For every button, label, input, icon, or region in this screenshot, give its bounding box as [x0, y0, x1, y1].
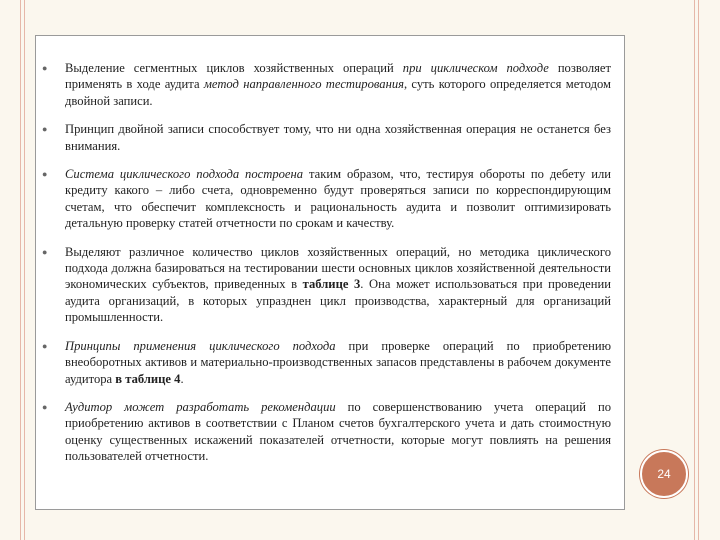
list-item — [36, 338, 611, 387]
text-run-italic: Принципы применения циклического подхода — [65, 338, 336, 353]
bullet-icon: ● — [42, 169, 48, 180]
text-run-italic: при циклическом подходе — [402, 61, 549, 75]
right-decor-line-outer — [698, 0, 699, 540]
text-run-italic: Система циклического подхода построена — [65, 167, 304, 182]
text-run: Принцип двойной записи способствует тому, что ни одна хозяйственная операция не останется без внимания. — [65, 122, 611, 153]
list-item — [36, 121, 611, 154]
list-item — [36, 60, 611, 109]
text-run: позволяет применять в ходе аудита — [65, 61, 611, 92]
text-run: по совершенствованию учета операций по приобретению активов в соответствии с Планом счетов бухгалтерского учета и дать стоимостную оценку существенных искажений показателей отчетности, которые могут повлиять на решения пользователей отчетности. — [65, 399, 612, 464]
page-number-badge: 24 — [640, 450, 688, 498]
left-decor-line-inner — [24, 0, 25, 540]
text-run: , суть которого определяется методом двойной записи. — [65, 77, 611, 108]
bullet-list — [36, 60, 624, 477]
right-decor-line-inner — [694, 0, 695, 540]
text-run: . Она может использоваться при проведении аудита организаций, в которых упразднен цикл производства, характерный для организаций промышленности. — [65, 277, 611, 325]
bullet-icon: ● — [42, 124, 48, 135]
list-item — [36, 399, 611, 465]
bullet-icon: ● — [42, 246, 48, 257]
list-item — [36, 166, 611, 232]
text-run: . — [180, 371, 184, 386]
bullet-icon: ● — [42, 340, 48, 351]
text-run-bold: в таблице 4 — [115, 371, 181, 386]
text-run: Выделяют различное количество циклов хозяйственных операций, но методика циклического подхода должна базироваться на тестировании шести основных циклов хозяйственной деятельности экономических субъектов, приведенных в — [65, 244, 611, 292]
bullet-icon: ● — [42, 63, 48, 73]
list-item — [36, 244, 611, 326]
text-run-italic: Аудитор может разработать рекомендации — [65, 399, 336, 414]
text-run-bold: таблице 3 — [302, 277, 361, 292]
content-panel — [35, 35, 625, 510]
text-run-italic: метод направленного тестирования — [203, 77, 404, 92]
text-run: таким образом, что, тестируя обороты по дебету или кредиту какого – либо счета, одновременно будут проверяться записи по корреспондирующим счетам, что обеспечит комплексность и рациональность аудита и позволит оптимизировать детальную проверку статей отчетности по срокам и качеству. — [65, 167, 611, 231]
text-run: Выделение сегментных циклов хозяйственных операций — [65, 61, 403, 75]
text-run: при проверке операций по приобретению внеоборотных активов и материально-производственных запасов представлены в рабочем документе аудитора — [65, 338, 611, 386]
left-decor-line-outer — [20, 0, 21, 540]
bullet-icon: ● — [42, 401, 48, 412]
